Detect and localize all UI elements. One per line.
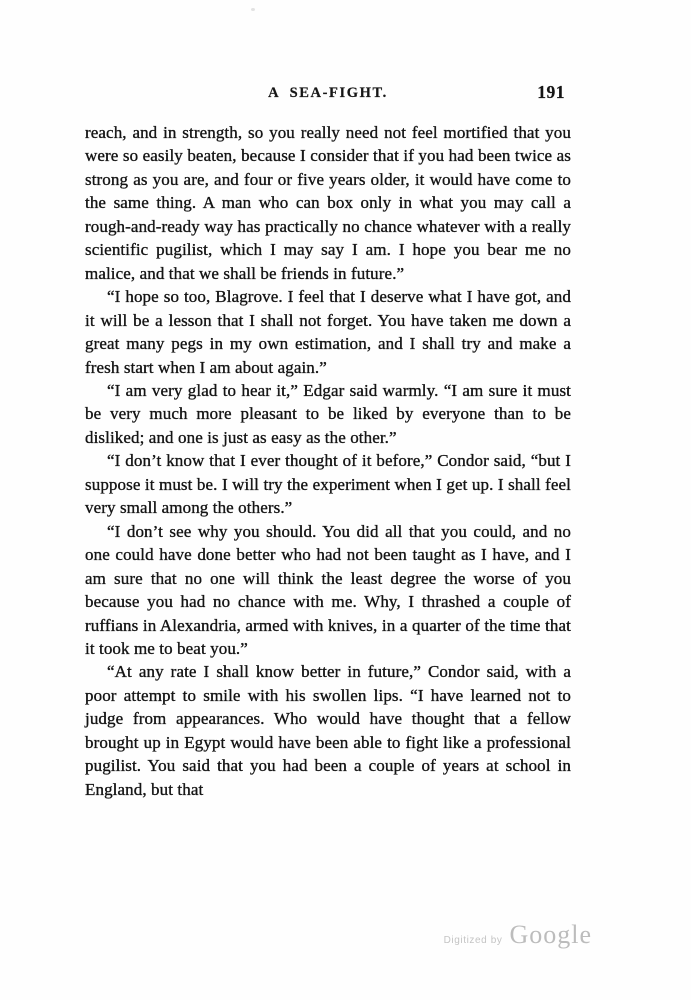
paragraph: “I don’t see why you should. You did all that you could, and no one could have done better who had not been taught as I have, and I am sure that no one will think the least degree the worse of you because you had no chance with me. Why, I thrashed a couple of ruffians in Alexandria, armed with knives, in a quarter of the time that it took me to beat you.” bbox=[85, 521, 571, 658]
body-text bbox=[85, 121, 571, 801]
google-logo: Google bbox=[509, 920, 592, 949]
running-title: A SEA-FIGHT. bbox=[268, 85, 388, 101]
page-header bbox=[85, 82, 571, 107]
watermark bbox=[444, 920, 592, 950]
paragraph: “I am very glad to hear it,” Edgar said warmly. “I am sure it must be very much more pleasant to be liked by everyone than to be disliked; and one is just as easy as the other.” bbox=[85, 380, 571, 447]
paragraph: “I don’t know that I ever thought of it before,” Condor said, “but I suppose it must be. I will try the experiment when I get up. I shall feel very small among the others.” bbox=[85, 451, 571, 518]
scan-speck bbox=[251, 8, 255, 11]
paragraph: “I hope so too, Blagrove. I feel that I deserve what I have got, and it will be a lesson that I shall not forget. You have taken me down a great many pegs in my own estimation, and I shall try and make a fresh start when I am about again.” bbox=[85, 287, 571, 377]
digitized-by-label: Digitized by bbox=[443, 935, 503, 946]
paragraph: reach, and in strength, so you really need not feel mortified that you were so easily beaten, because I consider that if you had been twice as strong as you are, and four or five years older, it would have come to the same thing. A man who can box only in what you may call a rough-and-ready way has practically no chance whatever with a really scientific pugilist, which I may say I am. I hope you bear me no malice, and that we shall be friends in future.” bbox=[85, 123, 571, 283]
paragraph: “At any rate I shall know better in future,” Condor said, with a poor attempt to smile with his swollen lips. “I have learned not to judge from appearances. Who would have thought that a fellow brought up in Egypt would have been able to fight like a professional pugilist. You said that you had been a couple of years at school in England, but that bbox=[85, 662, 571, 799]
page-number: 191 bbox=[537, 82, 565, 102]
